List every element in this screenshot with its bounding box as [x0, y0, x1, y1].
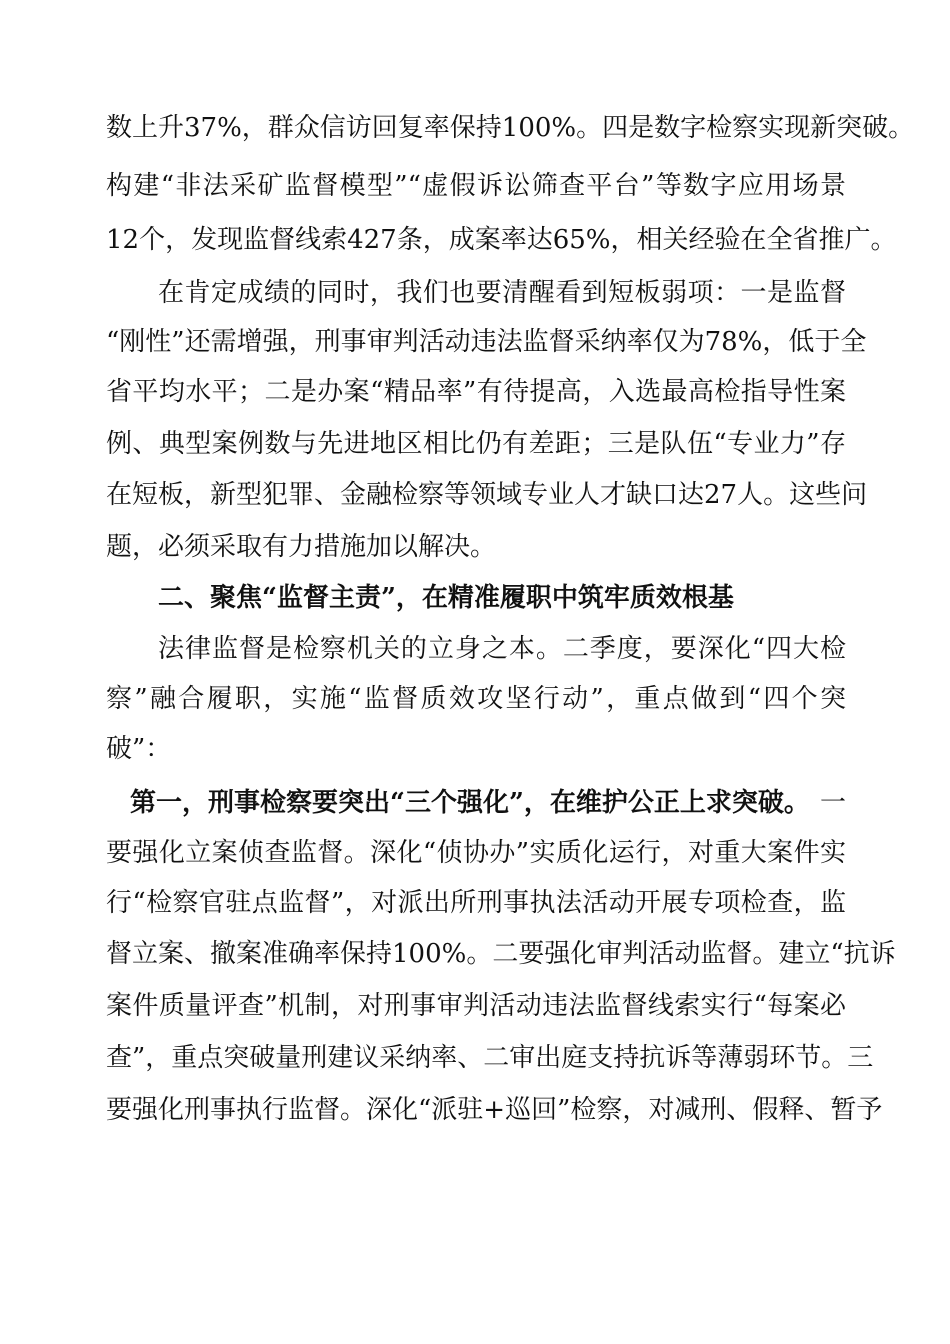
- body-line: 要强化立案侦查监督。深化“侦协办”实质化运行，对重大案件实: [106, 838, 846, 868]
- subheading: 第一，刑事检察要突出“三个强化”，在维护公正上求突破。: [130, 788, 810, 818]
- body-line: 12个，发现监督线索427条，成案率达65%，相关经验在全省推广。: [106, 225, 897, 255]
- subheading-line: [130, 783, 846, 823]
- body-line: 查”，重点突破量刑建议采纳率、二审出庭支持抗诉等薄弱环节。三: [106, 1043, 874, 1073]
- body-line: 在肯定成绩的同时，我们也要清醒看到短板弱项：一是监督: [158, 278, 846, 308]
- body-line: 法律监督是检察机关的立身之本。二季度，要深化“四大检: [158, 634, 846, 664]
- body-line: 在短板，新型犯罪、金融检察等领域专业人才缺口达27人。这些问: [106, 480, 868, 510]
- body-line: 构建“非法采矿监督模型”“虚假诉讼筛查平台”等数字应用场景: [106, 171, 846, 201]
- body-text: 一: [819, 788, 846, 818]
- body-line: 题，必须采取有力措施加以解决。: [106, 532, 497, 562]
- body-line: 数上升37%，群众信访回复率保持100%。四是数字检察实现新突破。: [106, 113, 915, 143]
- section-heading: 二、聚焦“监督主责”，在精准履职中筑牢质效根基: [158, 583, 734, 613]
- body-line: 例、典型案例数与先进地区相比仍有差距；三是队伍“专业力”存: [106, 429, 846, 459]
- body-line: 督立案、撤案准确率保持100%。二要强化审判活动监督。建立“抗诉: [106, 939, 896, 969]
- body-line: 要强化刑事执行监督。深化“派驻+巡回”检察，对减刑、假释、暂予: [106, 1095, 883, 1125]
- body-line: 察”融合履职，实施“监督质效攻坚行动”，重点做到“四个突: [106, 684, 846, 714]
- body-line: “刚性”还需增强，刑事审判活动违法监督采纳率仅为78%，低于全: [106, 327, 867, 357]
- body-line: 案件质量评查”机制，对刑事审判活动违法监督线索实行“每案必: [106, 991, 846, 1021]
- body-line: 行“检察官驻点监督”，对派出所刑事执法活动开展专项检查，监: [106, 888, 846, 918]
- body-line: 省平均水平；二是办案“精品率”有待提高，入选最高检指导性案: [106, 377, 846, 407]
- body-line: 破”：: [106, 734, 172, 764]
